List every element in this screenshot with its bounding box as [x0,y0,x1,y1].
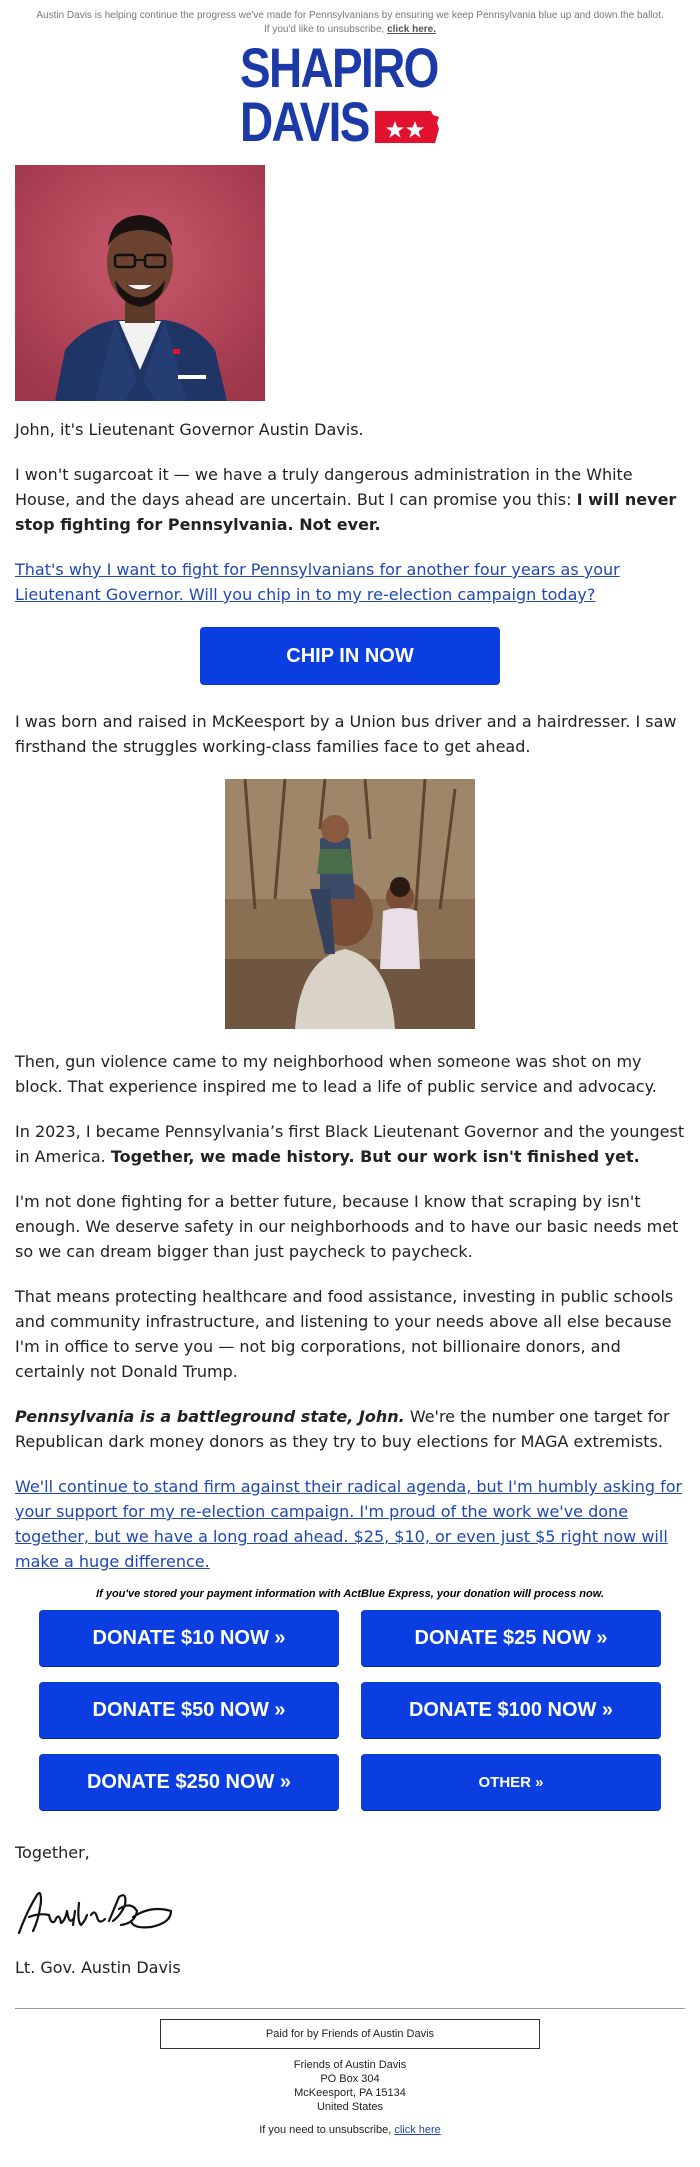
battleground-statement: Pennsylvania is a battleground state, John. [15,1407,405,1426]
ask-paragraph-2 [15,1474,685,1574]
story-paragraph-1: I was born and raised in McKeesport by a Union bus driver and a hairdresser. I saw firsthand the struggles working-class families face to get ahead. [15,712,677,756]
address-line: PO Box 304 [320,2073,380,2085]
logo-container [0,36,700,153]
donate-other-button[interactable]: OTHER » [361,1754,661,1810]
story-paragraph-3-bold: Together, we made history. But our work isn't finished yet. [110,1147,640,1166]
donate-50-button[interactable]: DONATE $50 NOW » [39,1682,339,1738]
pennsylvania-flag-icon [373,107,441,147]
support-ask-link[interactable]: We'll continue to stand firm against their radical agenda, but I'm humbly asking for your support for my re-election campaign. I'm proud of the work we've done together, but we have a long road ahead. $25, $10, or even just $5 right now will make a huge difference. [15,1477,683,1571]
austin-davis-portrait [15,165,265,401]
address-line: McKeesport, PA 15134 [294,2087,406,2099]
preheader [0,0,700,37]
preheader-unsubscribe-prefix: If you'd like to unsubscribe, [263,24,388,35]
shapiro-davis-logo [240,36,460,153]
ask-paragraph-1 [15,557,685,607]
address-line: Friends of Austin Davis [293,2059,407,2071]
donate-10-button[interactable]: DONATE $10 NOW » [39,1610,339,1666]
email-body [0,165,700,2136]
actblue-express-note: If you've stored your payment information with ActBlue Express, your donation will process now. [96,1588,604,1600]
logo-line-shapiro: SHAPIRO [240,36,438,99]
preheader-unsubscribe-line [0,23,700,37]
story-paragraph-4: I'm not done fighting for a better future, because I know that scraping by isn't enough. We deserve safety in our neighborhoods and to have our basic needs met so we can dream bigger than just paycheck to paycheck. [15,1192,679,1261]
story-paragraph-6-text: We're the number one target for Republican dark money donors as they try to buy elections for MAGA extremists. [15,1407,670,1451]
footer-divider [15,2008,685,2009]
donate-100-button[interactable]: DONATE $100 NOW » [361,1682,661,1738]
preheader-unsubscribe-link[interactable]: click here. [387,24,436,35]
signer-name: Lt. Gov. Austin Davis [15,1958,181,1977]
address-line: United States [316,2101,384,2113]
donate-25-button[interactable]: DONATE $25 NOW » [361,1610,661,1666]
mailing-address [15,2058,685,2114]
intro-paragraph-text: I won't sugarcoat it — we have a truly dangerous administration in the White House, and the days ahead are uncertain. But I can promise you this: [15,465,633,509]
story-paragraph-5: That means protecting healthcare and food assistance, investing in public schools and community infrastructure, and listening to your needs above all else because I'm in office to serve you — not big corporations, not billionaire donors, and certainly not Donald Trump. [15,1287,674,1381]
story-paragraph-6 [15,1404,685,1454]
chip-in-button[interactable]: CHIP IN NOW [200,627,500,685]
family-photo [225,779,475,1029]
footer-unsubscribe [15,2124,685,2136]
paid-for-disclaimer: Paid for by Friends of Austin Davis [160,2019,540,2049]
chip-in-row [15,627,685,685]
intro-paragraph [15,462,685,537]
donate-button-grid [15,1610,685,1810]
footer-unsubscribe-link[interactable]: click here [394,2124,441,2136]
story-paragraph-3-text: In 2023, I became Pennsylvania’s first Black Lieutenant Governor and the youngest in America. [15,1122,685,1166]
story-paragraph-2: Then, gun violence came to my neighborhood when someone was shot on my block. That experience inspired me to lead a life of public service and advocacy. [15,1052,657,1096]
donate-250-button[interactable]: DONATE $250 NOW » [39,1754,339,1810]
signature-image [15,1881,175,1941]
preheader-text: Austin Davis is helping continue the progress we've made for Pennsylvanians by ensuring we keep Pennsylvania blue up and down the ballot. [36,10,664,21]
greeting: John, it's Lieutenant Governor Austin Davis. [15,420,364,439]
story-paragraph-3 [15,1119,685,1169]
logo-line-davis: DAVIS [240,90,369,153]
intro-paragraph-bold: I will never stop fighting for Pennsylvania. Not ever. [15,490,677,534]
reelection-ask-link[interactable]: That's why I want to fight for Pennsylvanians for another four years as your Lieutenant Governor. Will you chip in to my re-election campaign today? [15,560,620,604]
closing: Together, [15,1843,90,1862]
footer-unsubscribe-prefix: If you need to unsubscribe, [259,2124,395,2136]
